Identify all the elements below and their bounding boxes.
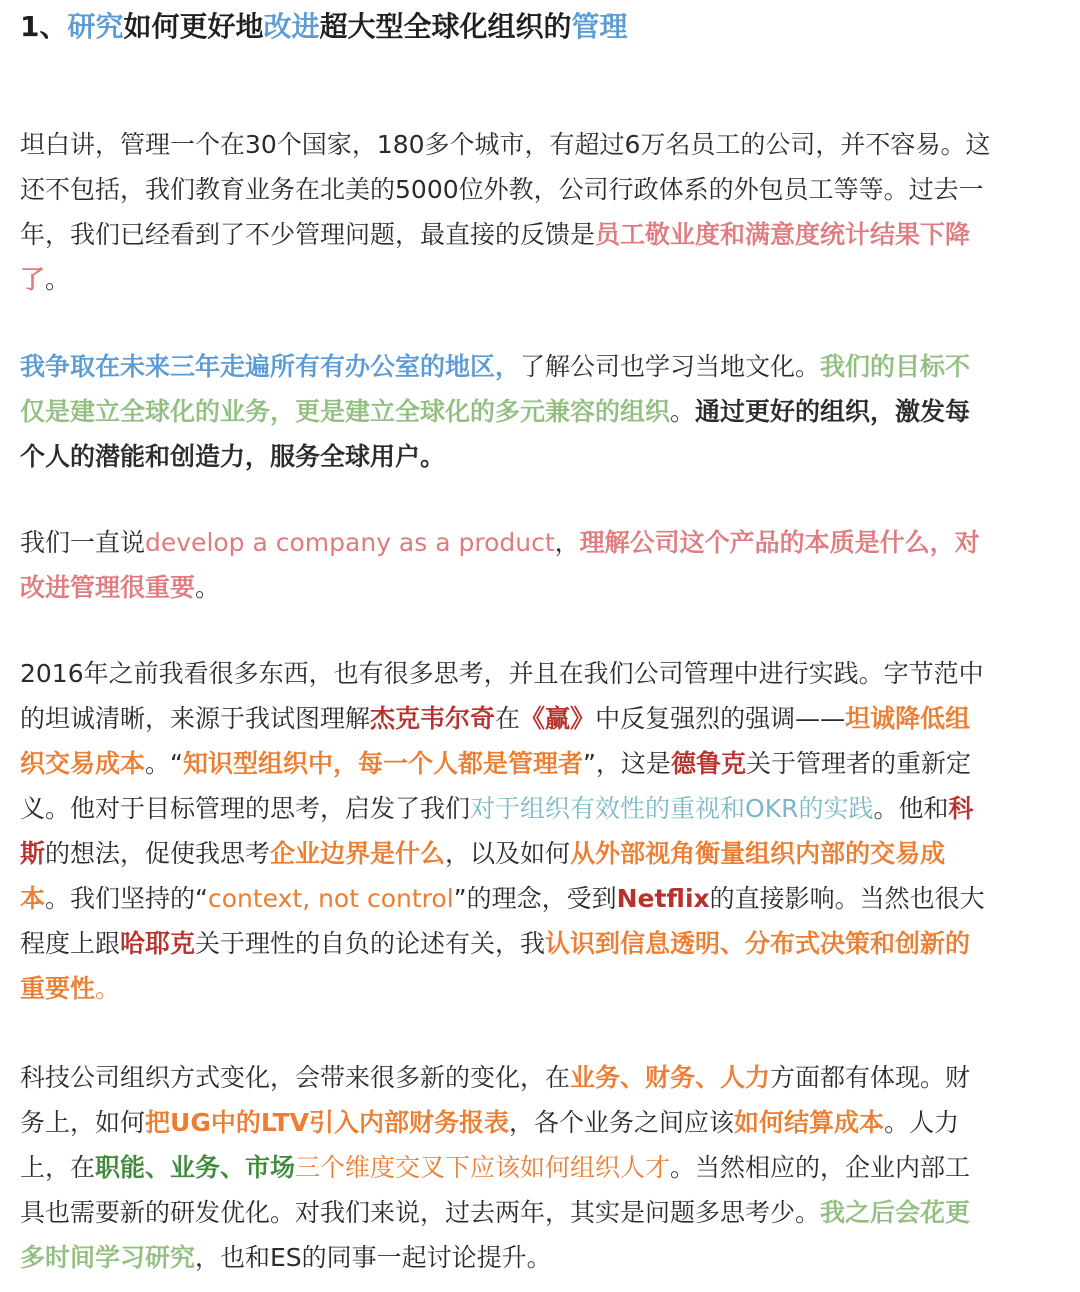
text-line: 织交易成本。“知识型组织中，每一个人都是管理者”，这是德鲁克关于管理者的重新定: [20, 749, 971, 778]
highlight-text: context, not control: [207, 884, 454, 913]
highlight-text: 多时间学习研究: [20, 1243, 196, 1272]
heading-highlight: 研究: [67, 10, 124, 43]
bold-text: 个人的潜能和创造力，服务全球用户。: [20, 442, 446, 471]
paragraph-1: [20, 122, 1060, 302]
text-line: 改进管理很重要。: [20, 573, 221, 602]
text-line: 程度上跟哈耶克关于理性的自负的论述有关，我认识到信息透明、分布式决策和创新的: [20, 929, 971, 958]
highlight-text: 业务、财务、人力: [570, 1063, 771, 1092]
text-line: 科技公司组织方式变化，会带来很多新的变化，在业务、财务、人力方面都有体现。财: [20, 1063, 971, 1092]
highlight-text: 了: [20, 265, 46, 294]
text-line: 具也需要新的研发优化。对我们来说，过去两年，其实是问题多思考少。我之后会花更: [20, 1198, 971, 1227]
text-line: 斯的想法，促使我思考企业边界是什么，以及如何从外部视角衡量组织内部的交易成: [20, 839, 946, 868]
highlight-text: 把UG中的LTV引入内部财务报表: [145, 1108, 510, 1137]
person-name: 杰克韦尔奇: [370, 704, 496, 733]
highlight-text: 三个维度交叉下应该如何组织人才: [295, 1153, 671, 1182]
heading-number: 1、: [20, 10, 68, 43]
heading-highlight: 改进: [263, 10, 320, 43]
paragraph-2: [20, 344, 1060, 479]
text-line: 还不包括，我们教育业务在北美的5000位外教，公司行政体系的外包员工等等。过去一: [20, 175, 984, 204]
text-line: [20, 434, 1060, 479]
highlight-text: 从外部视角衡量组织内部的交易成: [570, 839, 946, 868]
highlight-text: 对于组织有效性的重视和OKR的实践: [470, 794, 874, 823]
highlight-text: 我争取在未来三年走遍所有有办公室的地区，: [20, 352, 521, 381]
heading-highlight: 管理: [571, 10, 628, 43]
paragraph-5: [20, 1055, 1060, 1280]
person-name: 斯: [20, 839, 46, 868]
highlight-text: 如何结算成本: [734, 1108, 885, 1137]
text-line: 我争取在未来三年走遍所有有办公室的地区，了解公司也学习当地文化。我们的目标不: [20, 352, 971, 381]
highlight-text: 我们的目标不: [820, 352, 971, 381]
text-line: 上，在职能、业务、市场三个维度交叉下应该如何组织人才。当然相应的，企业内部工: [20, 1153, 971, 1182]
text-line: 多时间学习研究，也和ES的同事一起讨论提升。: [20, 1243, 552, 1272]
paragraph-4: [20, 651, 1060, 1011]
highlight-text: 知识型组织中，每一个人都是管理者: [182, 749, 583, 778]
highlight-text: 理解公司这个产品的本质是什么，对: [579, 528, 980, 557]
highlight-text: 重要性: [20, 974, 96, 1003]
text-line: 务上，如何把UG中的LTV引入内部财务报表，各个业务之间应该如何结算成本。人力: [20, 1108, 960, 1137]
bold-text: 通过更好的组织，激发每: [695, 397, 971, 426]
text-line: 坦白讲，管理一个在30个国家，180多个城市，有超过6万名员工的公司，并不容易。这: [20, 130, 991, 159]
book-title: 《赢》: [520, 704, 596, 733]
text-line: 年，我们已经看到了不少管理问题，最直接的反馈是员工敬业度和满意度统计结果下降: [20, 220, 971, 249]
person-name: 哈耶克: [120, 929, 196, 958]
text-line: 了。: [20, 265, 71, 294]
person-name: 德鲁克: [670, 749, 746, 778]
section-heading: [20, 2, 628, 52]
highlight-text: develop a company as a product: [145, 528, 555, 557]
highlight-text: 坦诚降低组: [845, 704, 971, 733]
highlight-text: 认识到信息透明、分布式决策和创新的: [545, 929, 971, 958]
highlight-text: 我之后会花更: [820, 1198, 971, 1227]
highlight-text: 职能、业务、市场: [95, 1153, 296, 1182]
heading-text: 如何更好地: [123, 10, 264, 43]
highlight-text: 仅是建立全球化的业务，更是建立全球化的多元兼容的组织: [20, 397, 671, 426]
text-line: 仅是建立全球化的业务，更是建立全球化的多元兼容的组织。通过更好的组织，激发每: [20, 397, 971, 426]
text-line: 2016年之前我看很多东西，也有很多思考，并且在我们公司管理中进行实践。字节范中: [20, 659, 984, 688]
text-line: 我们一直说develop a company as a product，理解公司这个产品的本质是什么，对: [20, 528, 980, 557]
person-name: 科: [948, 794, 974, 823]
highlight-text: 员工敬业度和满意度统计结果下降: [595, 220, 971, 249]
text-line: 义。他对于目标管理的思考，启发了我们对于组织有效性的重视和OKR的实践。他和科: [20, 794, 974, 823]
paragraph-3: [20, 520, 1060, 610]
text-line: 重要性。: [20, 974, 121, 1003]
text-line: 本。我们坚持的“context, not control”的理念，受到Netflix的直接影响。当然也很大: [20, 884, 985, 913]
highlight-text: 改进管理很重要: [20, 573, 196, 602]
company-name: Netflix: [616, 884, 710, 913]
highlight-text: 本: [20, 884, 46, 913]
highlight-text: 织交易成本: [20, 749, 146, 778]
heading-text: 超大型全球化组织的: [319, 10, 572, 43]
text-line: 的坦诚清晰，来源于我试图理解杰克韦尔奇在《赢》中反复强烈的强调——坦诚降低组: [20, 704, 971, 733]
highlight-text: 企业边界是什么: [270, 839, 446, 868]
